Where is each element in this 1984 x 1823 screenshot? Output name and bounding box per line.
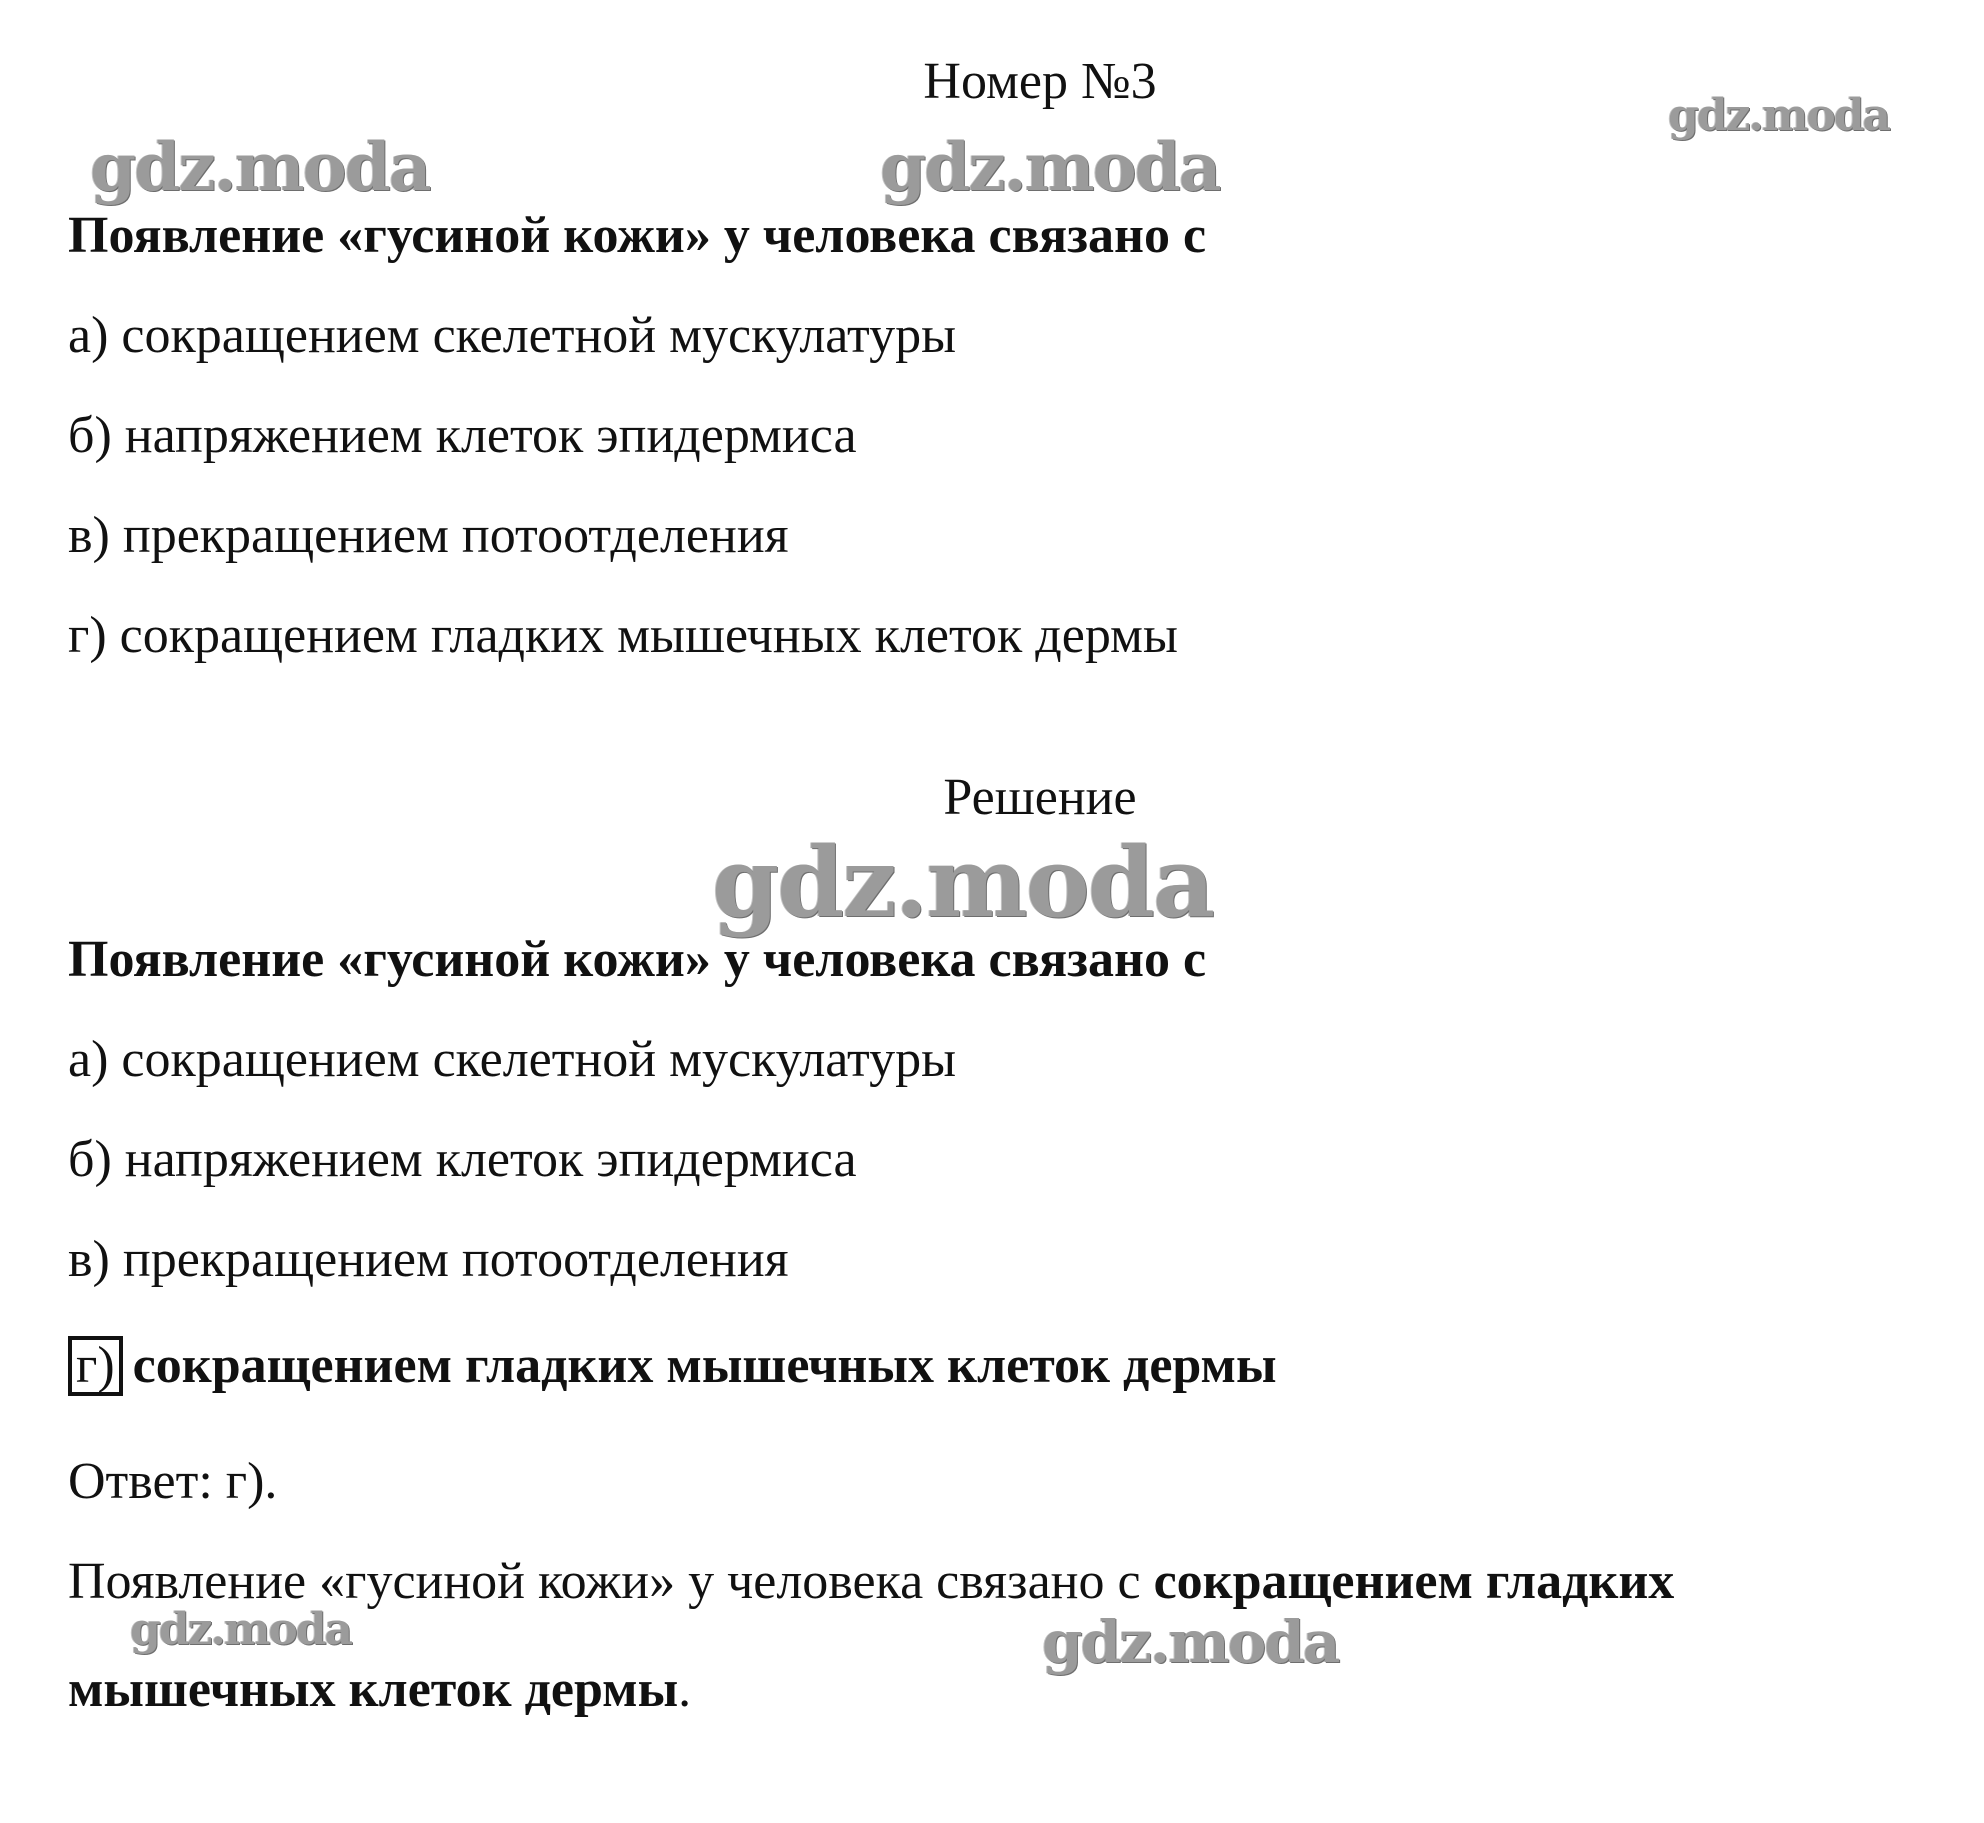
selected-answer-box: г) [68, 1336, 123, 1396]
solution-option-c: в) прекращением потоотделения [68, 1231, 789, 1288]
task-question: Появление «гусиной кожи» у человека связано с [68, 207, 1207, 264]
explanation-bold-1: сокращением гладких [1153, 1553, 1675, 1610]
watermark-logo: gdz.moda [880, 128, 1220, 206]
explanation-line-2 [68, 1660, 691, 1720]
selected-answer-text: сокращением гладких мышечных клеток дермы [132, 1337, 1277, 1394]
watermark-logo: gdz.moda [712, 826, 1214, 939]
solution-heading: Решение [943, 769, 1137, 826]
task-heading: Номер №3 [923, 53, 1157, 110]
watermark-logo: gdz.moda [130, 1604, 352, 1655]
task-option-c: в) прекращением потоотделения [68, 507, 789, 564]
solution-selected-option [68, 1336, 1277, 1396]
answer-line: Ответ: г). [68, 1453, 278, 1510]
explanation-plain: Появление «гусиной кожи» у человека связано с [68, 1553, 1154, 1610]
solution-option-a: а) сокращением скелетной мускулатуры [68, 1031, 957, 1088]
watermark-logo: gdz.moda [1668, 90, 1890, 141]
explanation-line-1 [68, 1552, 1674, 1612]
task-option-d: г) сокращением гладких мышечных клеток дермы [68, 607, 1178, 664]
solution-question: Появление «гусиной кожи» у человека связано с [68, 931, 1207, 988]
solution-option-b: б) напряжением клеток эпидермиса [68, 1131, 857, 1188]
watermark-logo: gdz.moda [1042, 1608, 1339, 1676]
explanation-end: . [678, 1661, 692, 1718]
task-option-b: б) напряжением клеток эпидермиса [68, 407, 857, 464]
explanation-bold-2: мышечных клеток дермы [68, 1661, 679, 1718]
watermark-logo: gdz.moda [90, 128, 430, 206]
task-option-a: а) сокращением скелетной мускулатуры [68, 307, 957, 364]
